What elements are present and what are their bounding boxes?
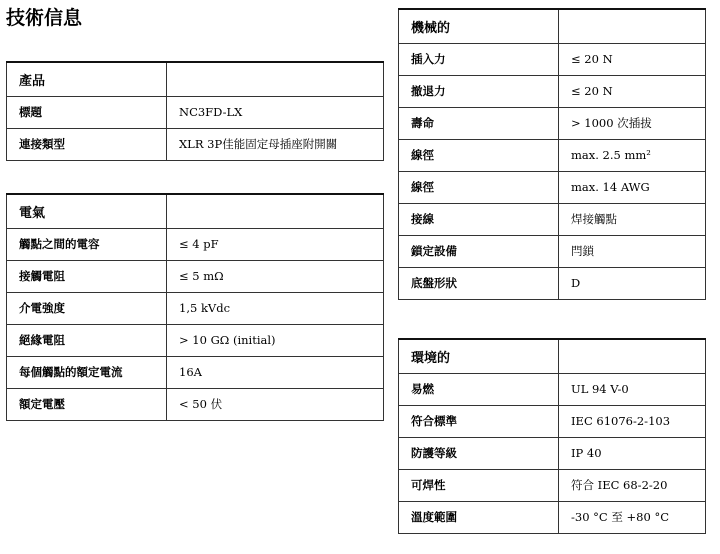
spec-value: UL 94 V-0 <box>559 373 706 405</box>
header-empty-cell <box>559 339 706 373</box>
header-empty-cell <box>559 9 706 43</box>
spec-value: > 1000 次插拔 <box>559 107 706 139</box>
spec-label: 溫度範圍 <box>399 501 559 533</box>
table-row <box>399 171 706 203</box>
table-row <box>7 388 384 420</box>
spec-value: max. 14 AWG <box>559 171 706 203</box>
spec-label: 防護等級 <box>399 437 559 469</box>
spec-value: 焊接觸點 <box>559 203 706 235</box>
spec-label: 底盤形狀 <box>399 267 559 299</box>
mechanical-table <box>398 8 706 300</box>
spec-label: 壽命 <box>399 107 559 139</box>
spec-label: 可焊性 <box>399 469 559 501</box>
table-row <box>7 292 384 324</box>
spec-value: ≤ 20 N <box>559 43 706 75</box>
spec-label: 標題 <box>7 96 167 128</box>
table-header-row <box>7 62 384 96</box>
spec-label: 易燃 <box>399 373 559 405</box>
spec-value: 1,5 kVdc <box>167 292 384 324</box>
spec-value: D <box>559 267 706 299</box>
spec-value: -30 °C 至 +80 °C <box>559 501 706 533</box>
spec-value: IP 40 <box>559 437 706 469</box>
table-row <box>399 469 706 501</box>
section-heading: 機械的 <box>399 9 559 43</box>
spec-label: 撤退力 <box>399 75 559 107</box>
spec-value: IEC 61076-2-103 <box>559 405 706 437</box>
spec-value: 16A <box>167 356 384 388</box>
table-row <box>7 128 384 160</box>
electrical-table <box>6 193 384 421</box>
table-header-row <box>399 339 706 373</box>
spec-value: ≤ 4 pF <box>167 228 384 260</box>
header-empty-cell <box>167 62 384 96</box>
section-heading: 電氣 <box>7 194 167 228</box>
table-row <box>399 267 706 299</box>
spec-label: 接線 <box>399 203 559 235</box>
section-heading: 產品 <box>7 62 167 96</box>
header-empty-cell <box>167 194 384 228</box>
section-heading: 環境的 <box>399 339 559 373</box>
spec-label: 每個觸點的額定電流 <box>7 356 167 388</box>
table-row <box>399 107 706 139</box>
spec-label: 額定電壓 <box>7 388 167 420</box>
spec-value: max. 2.5 mm² <box>559 139 706 171</box>
spec-label: 觸點之間的電容 <box>7 228 167 260</box>
table-row <box>7 260 384 292</box>
product-table <box>6 61 384 161</box>
table-row <box>399 139 706 171</box>
table-row <box>399 203 706 235</box>
table-row <box>399 75 706 107</box>
spec-label: 線徑 <box>399 171 559 203</box>
spec-value: XLR 3P佳能固定母插座附開關 <box>167 128 384 160</box>
spec-label: 接觸電阻 <box>7 260 167 292</box>
table-header-row <box>399 9 706 43</box>
table-row <box>399 235 706 267</box>
table-row <box>7 356 384 388</box>
spec-label: 連接類型 <box>7 128 167 160</box>
spec-value: 閂鎖 <box>559 235 706 267</box>
table-row <box>399 43 706 75</box>
table-row <box>399 405 706 437</box>
table-header-row <box>7 194 384 228</box>
table-row <box>399 373 706 405</box>
spec-label: 插入力 <box>399 43 559 75</box>
spec-value: 符合 IEC 68-2-20 <box>559 469 706 501</box>
spec-label: 線徑 <box>399 139 559 171</box>
page-title: 技術信息 <box>6 7 83 29</box>
spec-value: ≤ 20 N <box>559 75 706 107</box>
spec-label: 絕緣電阻 <box>7 324 167 356</box>
table-row <box>7 96 384 128</box>
spec-value: ≤ 5 mΩ <box>167 260 384 292</box>
spec-label: 介電強度 <box>7 292 167 324</box>
spec-label: 鎖定設備 <box>399 235 559 267</box>
spec-value: < 50 伏 <box>167 388 384 420</box>
table-row <box>399 501 706 533</box>
spec-value: NC3FD-LX <box>167 96 384 128</box>
spec-value: > 10 GΩ (initial) <box>167 324 384 356</box>
environmental-table <box>398 338 706 534</box>
table-row <box>399 437 706 469</box>
table-row <box>7 228 384 260</box>
spec-label: 符合標準 <box>399 405 559 437</box>
table-row <box>7 324 384 356</box>
